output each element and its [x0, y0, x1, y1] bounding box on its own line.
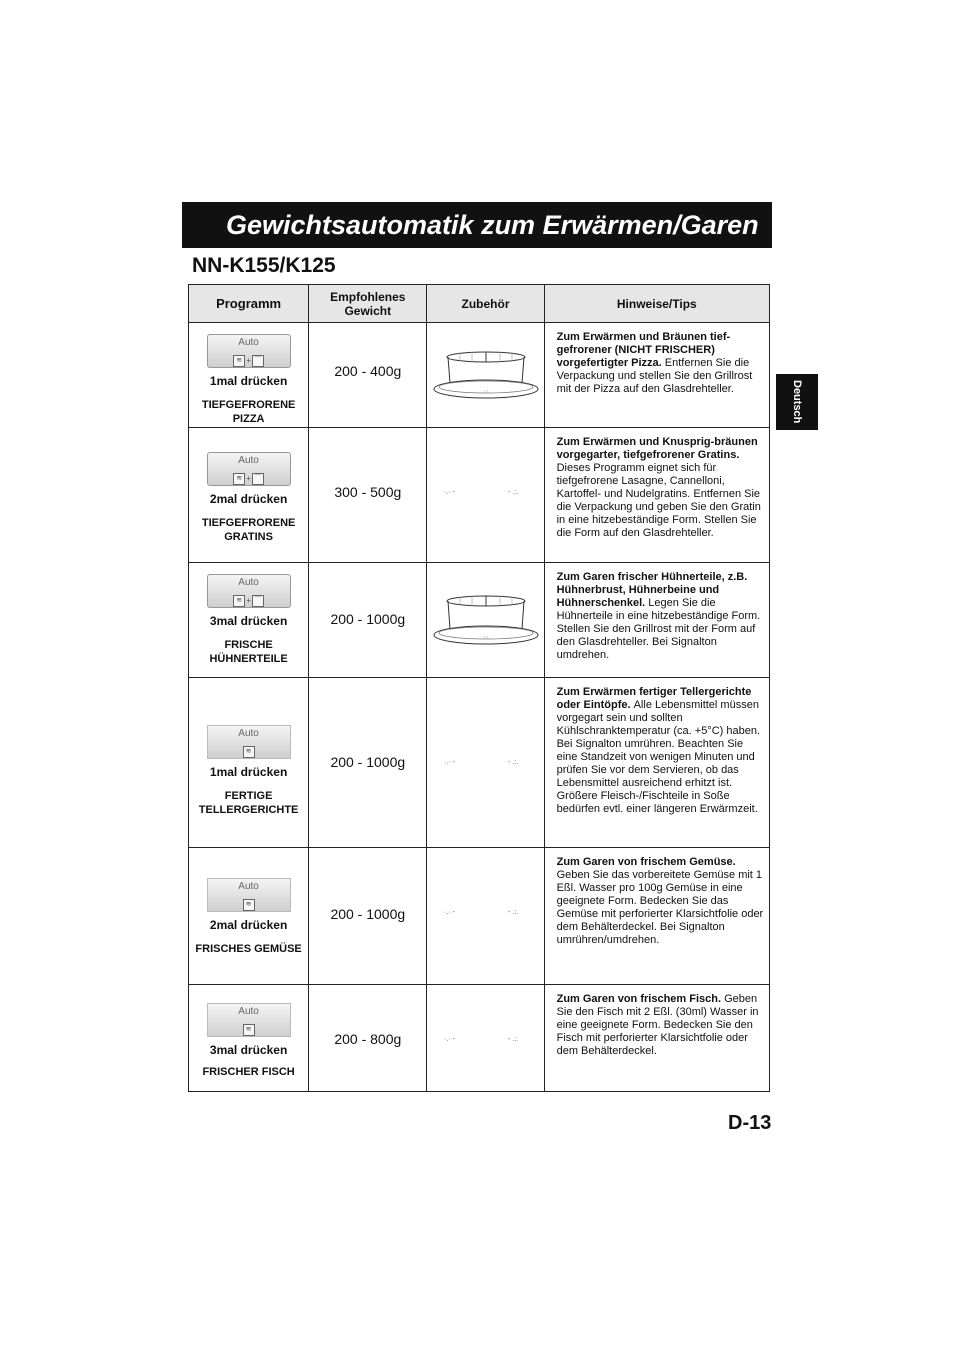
notes-cell	[544, 985, 769, 1092]
notes-cell	[544, 848, 769, 985]
auto-weight-table	[188, 284, 770, 1092]
svg-text:- .:.: - .:.	[507, 909, 518, 916]
auto-button	[207, 574, 291, 608]
notes-text: Geben Sie das vorbereitete Gemüse mit 1 Eßl. Wasser pro 100g Gemüse in eine geeignete Form. Bedecken Sie das Gemüse mit perforierter Klarsichtfolie oder dem Behälterdeckel. Bei Signalton umrühren/umdrehen.	[556, 869, 764, 946]
accessory-cell	[427, 678, 544, 848]
notes-heading: Zum Garen frischer Hühnerteile, z.B. Hühnerbrust, Hühnerbeine und Hühnerschenkel.	[556, 571, 748, 609]
press-count: 3mal drücken	[209, 1043, 288, 1057]
turntable-icon	[430, 484, 542, 504]
program-cell	[189, 985, 309, 1092]
notes-text: Geben Sie den Fisch mit 2 Eßl. (30ml) Wasser in eine geeignete Form. Bedecken Sie den Fisch mit perforierter Klarsichtfolie oder dem Behälterdeckel.	[556, 993, 759, 1057]
language-tab	[776, 374, 818, 430]
language-tab-label: Deutsch	[791, 380, 803, 424]
svg-text:·.· -: ·.· -	[443, 909, 455, 916]
weight-cell: 300 - 500g	[309, 428, 427, 563]
table-row	[189, 428, 770, 563]
header-notes: Hinweise/Tips	[544, 285, 769, 323]
table-row	[189, 323, 770, 428]
turntable-icon	[430, 904, 542, 924]
notes-text: Alle Lebensmittel müssen vorgegart sein und sollten Kühlschranktemperatur (ca. +5°C) haben. Bei Signalton umrühren. Beachten Sie eine Standzeit von wenigen Minuten und prüfen Sie vor dem Servieren, ob das Lebensmittel ausreichend erhitzt ist. Größere Fleisch-/Fischteile in Soße bedürfen evtl. einer längeren Erwärmzeit.	[556, 699, 761, 815]
table-row	[189, 563, 770, 678]
program-name: FRISCHES GEMÜSE	[195, 943, 302, 955]
svg-text:- .:.: - .:.	[507, 489, 518, 496]
auto-button	[207, 452, 291, 486]
svg-text:·.· -: ·.· -	[443, 489, 455, 496]
notes-heading: Zum Erwärmen fertiger Tellergerichte oder Eintöpfe.	[556, 686, 752, 711]
auto-button-label: Auto	[238, 337, 259, 348]
plus-icon: +	[246, 474, 251, 483]
grill-icon: ⌒	[252, 473, 264, 485]
svg-text:- .:.: - .:.	[507, 1036, 518, 1043]
svg-text::·:: :·:	[483, 389, 488, 395]
notes-heading: Zum Erwärmen und Bräunen tief-gefrorener (NICHT FRISCHER) vorgefertigter Pizza.	[556, 331, 731, 369]
notes-cell	[544, 678, 769, 848]
turntable-icon	[430, 1031, 542, 1051]
table-header-row	[189, 285, 770, 323]
svg-text:·.· -: ·.· -	[443, 759, 455, 766]
notes-heading: Zum Garen von frischem Fisch.	[556, 993, 725, 1005]
weight-cell: 200 - 1000g	[309, 563, 427, 678]
grill-icon: ⌒	[252, 595, 264, 607]
press-count: 3mal drücken	[209, 614, 288, 628]
header-accessory: Zubehör	[427, 285, 544, 323]
grill-rack-on-turntable-icon	[430, 589, 542, 649]
notes-text: Dieses Programm eignet sich für tiefgefrorene Lasagne, Cannelloni, Kartoffel- und Nudelgratins. Entfernen Sie die Verpackung und geben Sie den Gratin in eine hitzebeständige Form. Stellen Sie die Form auf den Glasdrehteller.	[556, 462, 761, 539]
plus-icon: +	[246, 356, 251, 365]
table-row	[189, 678, 770, 848]
program-name: FERTIGE TELLERGERICHTE	[198, 790, 299, 816]
program-cell	[189, 428, 309, 563]
notes-heading: Zum Erwärmen und Knusprig-bräunen vorgegarter, tiefgefrorener Gratins.	[556, 436, 758, 461]
auto-button-label: Auto	[238, 881, 259, 892]
auto-button-label: Auto	[238, 728, 259, 739]
plus-icon: +	[246, 596, 251, 605]
notes-cell	[544, 563, 769, 678]
accessory-cell	[427, 563, 544, 678]
page-number: D-13	[728, 1112, 772, 1134]
notes-heading: Zum Garen von frischem Gemüse.	[556, 856, 736, 868]
weight-cell: 200 - 800g	[309, 985, 427, 1092]
model-number: NN-K155/K125	[192, 254, 336, 277]
program-cell	[189, 323, 309, 428]
accessory-cell	[427, 428, 544, 563]
microwave-icon: ≋	[233, 355, 245, 367]
grill-icon: ⌒	[252, 355, 264, 367]
grill-rack-on-turntable-icon	[430, 343, 542, 403]
press-count: 2mal drücken	[209, 492, 288, 506]
press-count: 2mal drücken	[209, 918, 288, 932]
accessory-cell	[427, 848, 544, 985]
program-name: TIEFGEFRORENE PIZZA	[201, 399, 296, 425]
program-name: TIEFGEFRORENE GRATINS	[201, 517, 296, 543]
microwave-icon: ≋	[243, 746, 255, 758]
program-name: FRISCHE HÜHNERTEILE	[209, 639, 288, 665]
auto-button	[207, 1003, 291, 1037]
program-cell	[189, 563, 309, 678]
press-count: 1mal drücken	[209, 765, 288, 779]
weight-cell: 200 - 1000g	[309, 848, 427, 985]
header-program: Programm	[189, 285, 309, 323]
page-title: Gewichtsautomatik zum Erwärmen/Garen	[182, 202, 772, 248]
auto-button	[207, 334, 291, 368]
program-name: FRISCHER FISCH	[202, 1066, 295, 1078]
auto-button-label: Auto	[238, 455, 259, 466]
program-cell	[189, 848, 309, 985]
svg-text::·:: :·:	[483, 635, 488, 641]
weight-cell: 200 - 400g	[309, 323, 427, 428]
accessory-cell	[427, 985, 544, 1092]
auto-button-label: Auto	[238, 577, 259, 588]
svg-text:·.· -: ·.· -	[443, 1036, 455, 1043]
notes-cell	[544, 323, 769, 428]
weight-cell: 200 - 1000g	[309, 678, 427, 848]
table-row	[189, 985, 770, 1092]
auto-button-label: Auto	[238, 1006, 259, 1017]
program-cell	[189, 678, 309, 848]
notes-cell	[544, 428, 769, 563]
notes-text: Legen Sie die Hühnerteile in eine hitzebeständige Form. Stellen Sie den Grillrost mit der Form auf den Glasdrehteller. Bei Signalton umdrehen.	[556, 597, 761, 661]
auto-button	[207, 725, 291, 759]
header-weight: Empfohlenes Gewicht	[309, 285, 427, 323]
accessory-cell	[427, 323, 544, 428]
notes-text: Entfernen Sie die Verpackung und stellen Sie den Grillrost mit der Pizza auf den Glasdrehteller.	[556, 357, 753, 395]
microwave-icon: ≋	[233, 595, 245, 607]
microwave-icon: ≋	[233, 473, 245, 485]
microwave-icon: ≋	[243, 1024, 255, 1036]
auto-button	[207, 878, 291, 912]
press-count: 1mal drücken	[209, 374, 288, 388]
microwave-icon: ≋	[243, 899, 255, 911]
svg-text:- .:.: - .:.	[507, 759, 518, 766]
turntable-icon	[430, 754, 542, 774]
table-row	[189, 848, 770, 985]
